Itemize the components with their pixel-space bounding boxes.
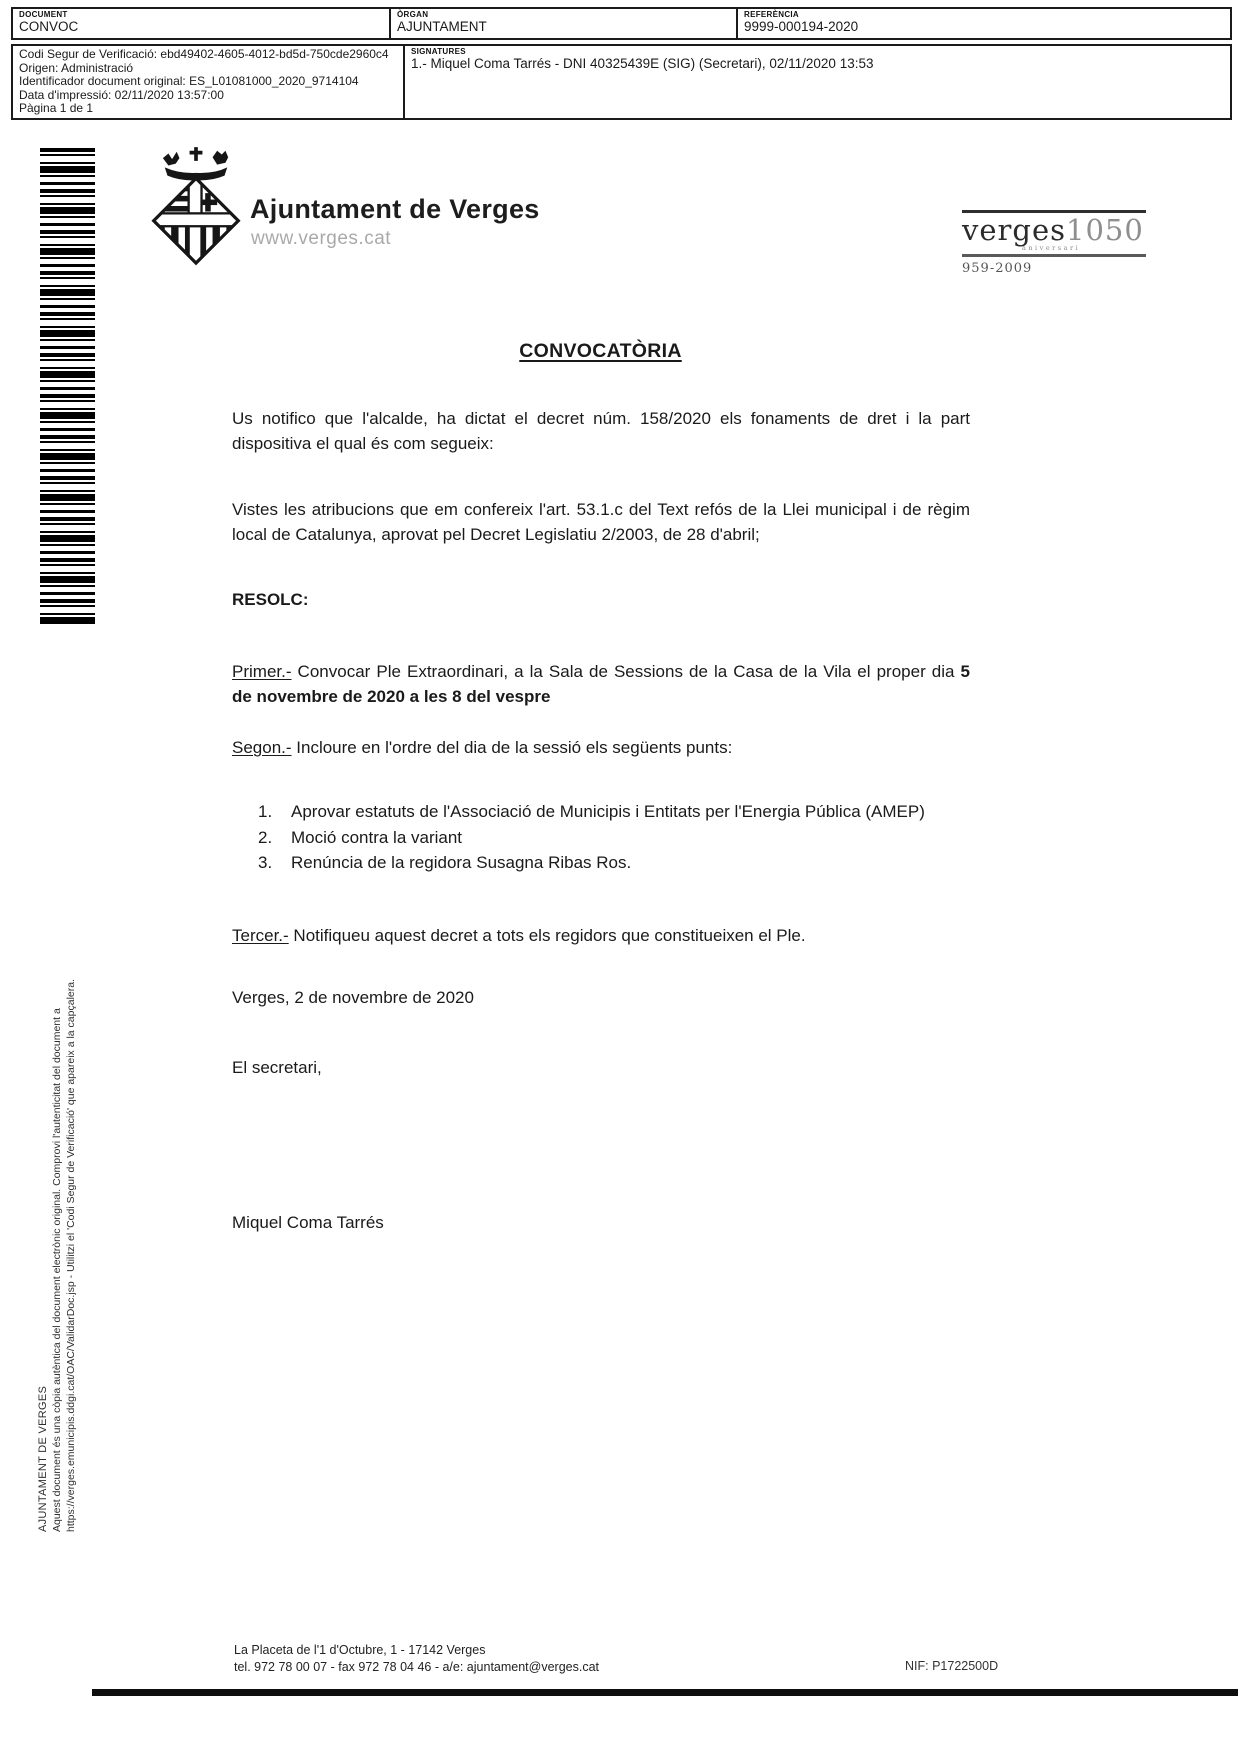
anniversary-logo-subtext: aniversari	[1022, 244, 1081, 252]
agenda-item-2	[258, 825, 925, 851]
document-label: DOCUMENT	[19, 10, 68, 19]
referencia-value: 9999-000194-2020	[744, 19, 859, 34]
meta-line-printdate: Data d'impressió: 02/11/2020 13:57:00	[19, 87, 224, 102]
meta-line-origin: Origen: Administració	[19, 60, 134, 75]
footer-contact-block	[234, 1642, 599, 1675]
paragraph-attributions: Vistes les atribucions que em confereix l'art. 53.1.c del Text refós de la Llei municipal i de règim local de Catalunya, aprovat pel Decret Legislatiu 2/2003, de 28 d'abril;	[232, 500, 970, 544]
anniversary-wordmark-number: 1050	[1066, 213, 1144, 247]
header-cell-signatures	[405, 46, 1230, 118]
document-value: CONVOC	[19, 19, 79, 34]
anniversary-logo-wordmark	[962, 214, 1146, 247]
organ-value: AJUNTAMENT	[397, 19, 487, 34]
agenda-item-1	[258, 799, 925, 825]
signer-name: Miquel Coma Tarrés	[232, 1213, 384, 1232]
paragraph-tercer	[232, 923, 970, 948]
header-cell-referencia	[738, 9, 1230, 38]
document-title: CONVOCATÒRIA	[519, 340, 682, 362]
primer-text: Convocar Ple Extraordinari, a la Sala de Sessions de la Casa de la Vila el proper dia	[291, 662, 961, 681]
agenda-item-1-text: Aprovar estatuts de l'Associació de Municipis i Entitats per l'Energia Pública (AMEP)	[291, 802, 925, 821]
meta-line-identifier: Identificador document original: ES_L01081000_2020_9714104	[19, 74, 359, 88]
footer-rule	[92, 1689, 1238, 1696]
coat-of-arms-icon	[150, 145, 242, 267]
signoff-role: El secretari,	[232, 1058, 322, 1077]
footer-contact: tel. 972 78 00 07 - fax 972 78 04 46 - a/e: ajuntament@verges.cat	[234, 1659, 600, 1674]
resolc-heading: RESOLC:	[232, 590, 309, 609]
anniversary-logo	[962, 210, 1146, 276]
anniversary-wordmark-text: verges	[962, 213, 1067, 247]
paragraph-segon	[232, 735, 970, 760]
paragraph-notification: Us notifico que l'alcalde, ha dictat el decret núm. 158/2020 els fonaments de dret i la part dispositiva el qual és com segueix:	[232, 409, 970, 453]
sidebar-validation-url-line: https://verges.emunicipis.ddgi.cat/OAC/ValidarDoc.jsp - Utilitzi el 'Codi Segur de Verificació' que apareix a la capçalera.	[65, 979, 77, 1532]
segon-text: Incloure en l'ordre del dia de la sessió els següents punts:	[291, 738, 733, 757]
header-row-1	[11, 7, 1232, 40]
agenda-item-2-number: 2.	[258, 827, 273, 847]
referencia-label: REFERÈNCIA	[744, 10, 800, 19]
anniversary-logo-rule-bottom	[962, 254, 1146, 257]
sidebar-org-name: AJUNTAMENT DE VERGES	[37, 1385, 49, 1532]
tercer-text: Notifiqueu aquest decret a tots els regidors que constitueixen el Ple.	[288, 926, 806, 945]
place-dateline: Verges, 2 de novembre de 2020	[232, 988, 474, 1007]
signatures-value: 1.- Miquel Coma Tarrés - DNI 40325439E (SIG) (Secretari), 02/11/2020 13:53	[411, 56, 874, 71]
agenda-item-1-number: 1.	[258, 802, 273, 821]
segon-label: Segon.-	[232, 738, 292, 757]
agenda-item-3-text: Renúncia de la regidora Susagna Ribas Ros.	[291, 853, 632, 872]
anniversary-logo-years: 959-2009	[962, 260, 1033, 276]
agenda-item-3-number: 3.	[258, 853, 273, 872]
tercer-label: Tercer.-	[232, 926, 289, 945]
footer-nif: NIF: P1722500D	[905, 1659, 999, 1673]
footer-address: La Placeta de l'1 d'Octubre, 1 - 17142 Verges	[234, 1643, 486, 1657]
signatures-label: SIGNATURES	[411, 47, 466, 56]
sidebar-authenticity-text	[36, 912, 78, 1532]
brand-name: Ajuntament de Verges	[250, 194, 540, 224]
meta-line-page: Pàgina 1 de 1	[19, 101, 94, 115]
agenda-item-3	[258, 850, 925, 876]
header-cell-organ	[391, 9, 738, 38]
header-row-2	[11, 44, 1232, 120]
paragraph-primer	[232, 659, 970, 709]
agenda-item-2-text: Moció contra la variant	[291, 827, 463, 847]
vertical-barcode	[40, 148, 95, 625]
agenda-list	[258, 799, 925, 876]
organ-label: ÒRGAN	[397, 10, 429, 19]
brand-website: www.verges.cat	[251, 228, 392, 249]
sidebar-authenticity-line: Aquest document és una còpia autèntica del document electrònic original. Comprovi l'autenticitat del document a	[51, 1008, 63, 1532]
header-cell-document	[13, 9, 391, 38]
primer-label: Primer.-	[232, 662, 292, 681]
header-cell-verification	[13, 46, 405, 118]
header-table	[11, 7, 1232, 120]
meta-line-csv: Codi Segur de Verificació: ebd49402-4605-4012-bd5d-750cde2960c4	[19, 47, 389, 61]
primer-date-bold: 5 de novembre de 2020 a les 8 del vespre	[232, 662, 970, 706]
